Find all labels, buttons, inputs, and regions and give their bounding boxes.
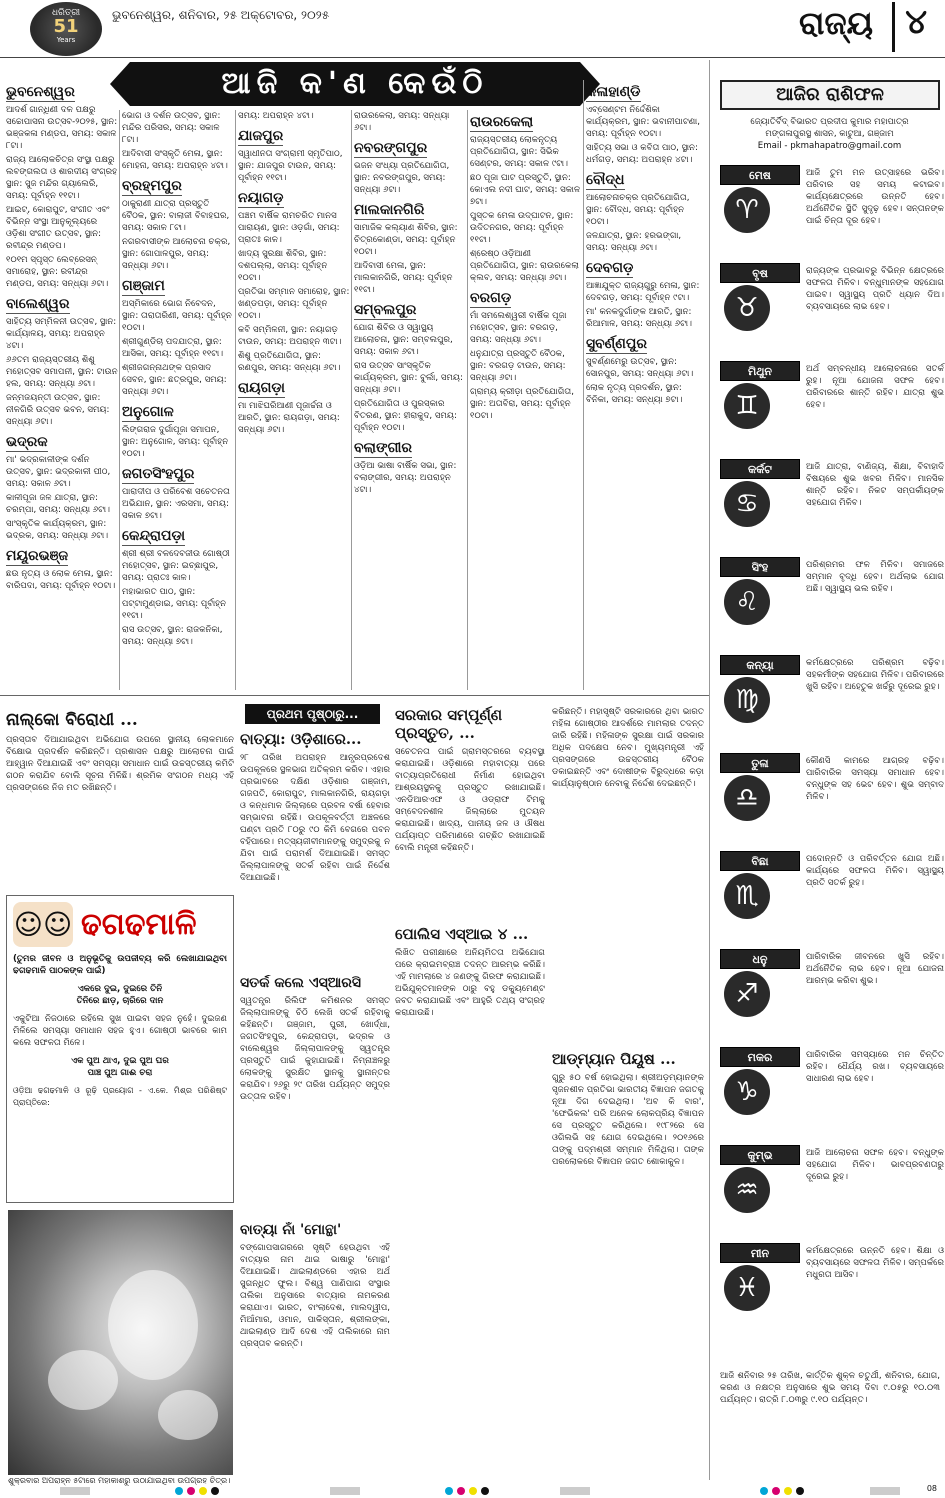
event-listing: ଆଦର୍ଶ ଗାନ୍ଧିଣୀ ଦଳ ପକ୍ଷରୁ ସଚ୍ଚୋପାସନା ଉତ୍ସବ-୨୦୨୫, ସ୍ଥାନ: ଭଞ୍ଜକଳା ମଣ୍ଡପ, ସମୟ: ସକାଳ ୮ଟା। <box>6 105 118 151</box>
event-listing: ଶ୍ରୀଗୁଣ୍ଡିଚା ପଦଯାତ୍ରା, ସ୍ଥାନ: ଆସିକା, ସମୟ: ପୂର୍ବାହ୍ନ ୧୧ଟା। <box>122 337 224 359</box>
zodiac-sign-entry <box>720 1047 945 1107</box>
event-listing: ଯୋଗ ଶିବିର ଓ ସ୍ୱାସ୍ଥ୍ୟ ଆଲୋଚନା, ସ୍ଥାନ: ସମ୍ବଲପୁର, ସମୟ: ସକାଳ ୬ଟା। <box>354 323 453 357</box>
event-listing: ନଗରବାସୀଙ୍କ ଆଲୋଚନା ଚକ୍ର, ସ୍ଥାନ: ଗୋପାଳପୁର, ସମୟ: ସନ୍ଧ୍ୟା ୬ଟା। <box>122 237 231 271</box>
zodiac-sign-name: କର୍କଟ <box>720 459 800 479</box>
zodiac-symbol-icon: ♌ <box>724 579 770 625</box>
event-listing: ଭଜନ ସଂଧ୍ୟା ପ୍ରତିଯୋଗିତା, ସ୍ଥାନ: ନବରଙ୍ଗପୁର, ସମୟ: ସନ୍ଧ୍ୟା ୬ଟା। <box>354 161 450 195</box>
sarkar-article <box>395 706 545 916</box>
yellow-dot <box>784 1487 792 1495</box>
storm-body: ୨୮ ତାରିଖ ଅପରାହ୍ନ ଆନ୍ଧ୍ରପ୍ରଦେଶ ଉପକୂଳରେ ସ୍ଥଳଭାଗ ଅତିକ୍ରମ କରିବ। ଏହାର ପ୍ରଭାବରେ ଦକ୍ଷିଣ ଓଡ଼ିଶାର ଗଞ୍ଜାମ, ଗଜପତି, କୋରାପୁଟ, ମାଲକାନଗିରି, ରାୟଗଡ଼ା ଓ କନ୍ଧମାଳ ଜିଲ୍ଲାରେ ପ୍ରବଳ ବର୍ଷା ହେବାର ସମ୍ଭାବନା ରହିଛି। ଉପକୂଳବର୍ତ୍ତୀ ଅଞ୍ଚଳରେ ଘଣ୍ଟା ପ୍ରତି ୮୦ରୁ ୯୦ କିମି ବେଗରେ ପବନ ବହିପାରେ। ମତ୍ସ୍ୟଜୀବୀମାନଙ୍କୁ ସମୁଦ୍ରକୁ ନ ଯିବା ପାଇଁ ପରାମର୍ଶ ଦିଆଯାଇଛି। ସମସ୍ତ ଜିଲ୍ଲାପାଳଙ୍କୁ ସତର୍କ ରହିବା ପାଇଁ ନିର୍ଦ୍ଦେଶ ଦିଆଯାଇଛି। <box>240 753 390 883</box>
event-listing: ଶିଶୁ ପ୍ରତିଯୋଗିତା, ସ୍ଥାନ: ରଣପୁର, ସମୟ: ସନ୍ଧ୍ୟା ୬ଟା। <box>238 351 341 373</box>
registration-mark <box>60 1487 90 1495</box>
mantha-body: ବଙ୍ଗୋପସାଗରରେ ସୃଷ୍ଟି ହେଉଥିବା ଏହି ବାତ୍ୟାର ନାମ ଥାଇ ଭାଷାରୁ 'ମୋନ୍ଥା' ଦିଆଯାଇଛି। ଥାଇଲାଣ୍ଡରେ ଏହାର ଅର୍ଥ ସୁଗନ୍ଧିତ ଫୁଲ। ବିଶ୍ୱ ପାଣିପାଗ ସଂସ୍ଥାର ତାଲିକା ଅନୁସାରେ ବାତ୍ୟାର ନାମକରଣ କରାଯାଏ। ଭାରତ, ବାଂଲାଦେଶ, ମାଲଦ୍ୱୀପ, ମିଆଁମାର, ଓମାନ, ପାକିସ୍ତାନ, ଶ୍ରୀଲଙ୍କା, ଥାଇଲାଣ୍ଡ ଆଦି ଦେଶ ଏହି ତାଲିକାରେ ନାମ ପ୍ରସ୍ତାବ କରନ୍ତି। <box>240 1243 390 1349</box>
sarkar-body: ସଚେତନତା ପାଇଁ ଗ୍ରାମସ୍ତରରେ ବ୍ୟବସ୍ଥା କରାଯାଇଛି। ଓଡ଼ିଶାରେ ମହାବାତ୍ୟା ପରେ ବାତ୍ୟାପ୍ରତିରୋଧୀ ନିର୍ମାଣ ହୋଇଥିବା ଆଶ୍ରୟସ୍ଥଳକୁ ପ୍ରସ୍ତୁତ ରଖାଯାଇଛି। ଏନଡିଆରଏଫ ଓ ଓଡ୍ରାଫ ଟିମକୁ ସମ୍ବେଦନଶୀଳ ଜିଲ୍ଲାରେ ମୁତୟନ କରାଯାଇଛି। ଖାଦ୍ୟ, ପାନୀୟ ଜଳ ଓ ଔଷଧ ପର୍ଯ୍ୟାପ୍ତ ପରିମାଣରେ ଗଚ୍ଛିତ ରଖାଯାଇଛି ବୋଲି ମନ୍ତ୍ରୀ କହିଛନ୍ତି। <box>395 747 545 853</box>
event-listing: ମା ମାଝିଘରିଆଣୀ ପୂଜାର୍ଚ୍ଚନା ଓ ଆରତି, ସ୍ଥାନ: ରାୟଗଡ଼ା, ସମୟ: ସନ୍ଧ୍ୟା ୬ଟା। <box>238 401 340 435</box>
city-heading: ବୌଦ୍ଧ <box>586 172 625 188</box>
zodiac-symbol-icon: ♉ <box>724 285 770 331</box>
event-listing: ଭୋଗ ଓ ଦର୍ଶନ ଉତ୍ସବ, ସ୍ଥାନ: ମନ୍ଦିର ପରିସର, ସମୟ: ସକାଳ ୮ଟା। <box>122 111 221 145</box>
comic-quote-2: ପାଞ୍ଚ ପୁଅ ଗାଈ ଚରା <box>87 1068 153 1078</box>
event-listing: ଶ୍ରୀ ଶ୍ରୀ ବଳଦେବଜୀଉ ଗୋଷ୍ଠୀ ମହୋତ୍ସବ, ସ୍ଥାନ: ଇଚ୍ଛାପୁର, ସମୟ: ପ୍ରାତଃ କାଳ। <box>122 549 230 583</box>
event-listing: ଲୋକ ନୃତ୍ୟ ପ୍ରଦର୍ଶନ, ସ୍ଥାନ: ବିନିକା, ସମୟ: ସନ୍ଧ୍ୟା ୭ଟା। <box>586 383 683 405</box>
continued-from-front-label: ପ୍ରଥମ ପୃଷ୍ଠାରୁ... <box>245 704 380 724</box>
event-listing: ରାସ ଉତ୍ସବ ସାଂସ୍କୃତିକ କାର୍ଯ୍ୟକ୍ରମ, ସ୍ଥାନ: ବୁର୍ଲା, ସମୟ: ସନ୍ଧ୍ୟା ୬ଟା। <box>354 361 463 395</box>
zodiac-sign-entry <box>720 949 945 1009</box>
event-listing: ଶ୍ରେଷ୍ଠ ଓଡ଼ିଆଣୀ ପ୍ରତିଯୋଗିତା, ସ୍ଥାନ: ରାଉରକେଲା କ୍ଲବ, ସମୟ: ସନ୍ଧ୍ୟା ୬ଟା। <box>470 249 579 283</box>
zodiac-forecast: ରାଜ୍ୟଙ୍କ ପ୍ରଭାବରୁ ବିଭିନ୍ନ କ୍ଷେତ୍ରରେ ସଫଳତା ମିଳିବ। ବନ୍ଧୁମାନଙ୍କ ସହଯୋଗ ପାଇବ। ସ୍ୱାସ୍ଥ୍ୟ ପ୍ରତି ଧ୍ୟାନ ଦିଅ। ବ୍ୟବସାୟରେ ଲାଭ ହେବ। <box>806 266 944 312</box>
event-listing: ଜଳଯାତ୍ରା, ସ୍ଥାନ: ହରଭଙ୍ଗା, ସମୟ: ସନ୍ଧ୍ୟା ୬ଟା। <box>586 231 682 253</box>
event-listing: ଆଦିବାସୀ ମେଳା, ସ୍ଥାନ: ମାଲକାନଗିରି, ସମୟ: ପୂର୍ବାହ୍ନ ୧୧ଟା। <box>354 261 453 295</box>
city-heading: ଗଞ୍ଜାମ <box>122 278 165 294</box>
event-listing: ଜନ୍ମଜୟନ୍ତୀ ଉତ୍ସବ, ସ୍ଥାନ: ନୀଳଗିରି ଉତ୍ସବ ଭବନ, ସମୟ: ସନ୍ଧ୍ୟା ୬ଟା। <box>6 393 110 427</box>
zodiac-sign-entry <box>720 557 945 617</box>
zodiac-symbol-icon: ♑ <box>724 1069 770 1115</box>
event-listing: ମାଁ ସମଲେଶ୍ୱରୀ ବାର୍ଷିକ ପୂଜା ମହୋତ୍ସବ, ସ୍ଥାନ: ବରଗଡ଼, ସମୟ: ସନ୍ଧ୍ୟା ୬ଟା। <box>470 311 567 345</box>
city-heading: ବରଗଡ଼ <box>470 290 512 306</box>
black-dot <box>796 1487 804 1495</box>
zodiac-sign-name: ମେଷ <box>720 165 800 185</box>
event-listing: କାଳୀପୂଜା ଜଳ ଯାତ୍ରା, ସ୍ଥାନ: ଚରମ୍ପା, ସମୟ: ସନ୍ଧ୍ୟା ୬ଟା। <box>6 493 110 515</box>
event-listing: ମା' ଭଦ୍ରକାଳୀଙ୍କ ଦର୍ଶନ ଉତ୍ସବ, ସ୍ଥାନ: ଭଦ୍ରକାଳୀ ପୀଠ, ସମୟ: ସକାଳ ୬ଟା। <box>6 455 111 489</box>
zodiac-sign-name: ବିଛା <box>720 851 800 871</box>
storm-article <box>240 730 390 965</box>
zodiac-forecast: କୌଣସି କାମରେ ଆଗ୍ରହ ବଢ଼ିବ। ପାରିବାରିକ ସମସ୍ୟା ସମାଧାନ ହେବ। ବନ୍ଧୁଙ୍କ ସହ ଭେଟ ହେବ। ଶୁଭ ସମ୍ବାଦ ମିଳିବ। <box>806 756 944 802</box>
astrologer-email: Email - pkmahapatro@gmail.com <box>757 141 902 151</box>
rashiphal-title: ଆଜିର ରାଶିଫଳ <box>720 80 940 110</box>
astrologer-name: ଜ୍ୟୋତିର୍ବିଦ୍ ବିଭାରତ ପ୍ରଦୀପ କୁମାର ମହାପାତ୍ର <box>750 117 909 127</box>
comic-line-1: ଏକରେ ଦୁଇ, ଦୁଇରେ ତିନି <box>77 984 163 994</box>
registration-mark <box>870 1487 900 1495</box>
section-divider <box>0 695 709 696</box>
magenta-dot <box>457 1487 465 1495</box>
event-listing: ରାଜ୍ୟସ୍ତରୀୟ ଲୋକନୃତ୍ୟ ପ୍ରତିଯୋଗିତା, ସ୍ଥାନ: ସିଭିକ ସେଣ୍ଟର, ସମୟ: ସକାଳ ୯ଟା। <box>470 135 568 169</box>
event-listing: ୬୬ତମ ରାଜ୍ୟସ୍ତରୀୟ ଶିଶୁ ମହୋତ୍ସବ ସମାପନୀ, ସ୍ଥାନ: ଟାଉନ ହଲ, ସମୟ: ସନ୍ଧ୍ୟା ୬ଟା। <box>6 355 118 389</box>
column-divider <box>583 80 584 690</box>
events-column-4 <box>354 110 466 690</box>
adman-headline: ଆଡ୍‌ମ୍ୟାନ ପିୟୂଷ ... <box>552 1050 676 1068</box>
zodiac-symbol-icon: ♒ <box>724 1167 770 1213</box>
zodiac-sign-name: କନ୍ୟା <box>720 655 800 675</box>
event-listing: ଛଠ ପୂଜା ଘାଟ ପ୍ରସ୍ତୁତି, ସ୍ଥାନ: କୋଏଲ ନଦୀ ଘାଟ, ସମୟ: ସକାଳ ୭ଟା। <box>470 173 581 207</box>
satark-headline: ସତର୍କ କଲେ ଏସ୍‌ଆରସି <box>240 975 362 991</box>
magenta-dot <box>187 1487 195 1495</box>
zodiac-sign-name: ମୀନ <box>720 1243 800 1263</box>
storm-headline: ବାତ୍ୟା: ଓଡ଼ିଶାରେ... <box>240 730 362 748</box>
event-listing: ପ୍ରତିଯୋଗିତା ଓ ପୁରସ୍କାର ବିତରଣ, ସ୍ଥାନ: ହୀରାକୁଦ, ସମୟ: ପୂର୍ବାହ୍ନ ୧୦ଟା। <box>354 399 457 433</box>
event-listing: ଖାଦ୍ୟ ସୁରକ୍ଷା ଶିବିର, ସ୍ଥାନ: ଦଶପଲ୍ଲା, ସମୟ: ପୂର୍ବାହ୍ନ ୧୦ଟା। <box>238 249 328 283</box>
event-listing: ଶ୍ରୀଜଗନ୍ନାଥଙ୍କ ପ୍ରସାଦ ସେବନ, ସ୍ଥାନ: ଛତ୍ରପୁର, ସମୟ: ସନ୍ଧ୍ୟା ୬ଟା। <box>122 363 227 397</box>
event-listing: ରାଉରକେଲା, ସମୟ: ସନ୍ଧ୍ୟା ୬ଟା। <box>354 111 450 133</box>
police-headline: ପୋଲିସ ଏସ୍‌ଆଇ ୪ ... <box>395 925 529 943</box>
city-heading: ବ୍ରହ୍ମପୁର <box>122 178 182 194</box>
zodiac-sign-entry <box>720 655 945 715</box>
zodiac-forecast: ପଦୋନ୍ନତି ଓ ପରିବର୍ତ୍ତନ ଯୋଗ ଅଛି। କାର୍ଯ୍ୟରେ ସଫଳତା ମିଳିବ। ସ୍ୱାସ୍ଥ୍ୟ ପ୍ରତି ସତର୍କ ରୁହ। <box>806 854 944 888</box>
city-heading: ମୟୂରଭଞ୍ଜ <box>6 548 69 564</box>
city-heading: ଭୁବନେଶ୍ୱର <box>6 84 75 100</box>
zodiac-sign-name: ଧନୁ <box>720 949 800 969</box>
column-divider <box>119 110 120 690</box>
zodiac-symbol-icon: ♋ <box>724 481 770 527</box>
event-listing: ରାଜ୍ୟ ଆଲୋକଚିତ୍ର ସଂସ୍ଥା ପକ୍ଷରୁ ଲବଙ୍ଗଲତା ଓ ଶାରଦୀୟ ସଂଗ୍ରହ ସ୍ଥାନ: ସୁଜ ମନ୍ଦିର ଗ୍ୟାଲେରି, ସମୟ: ପୂର୍ବାହ୍ନ ୧୧ଟା। <box>6 155 118 201</box>
mahila-body: କରିଛନ୍ତି। ମହାସୃଷ୍ଟି ସରକାରରେ ଥିବା ଭାରତ ମହିଳା ଗୋଷ୍ଠୀର ଆଦର୍ଶରେ ମାମଲାର ତଦନ୍ତ ଜାରି ରହିଛି। ମହିଳାଙ୍କ ସୁରକ୍ଷା ପାଇଁ ସରକାର ଅଧିକ ପଦକ୍ଷେପ ନେବ। ମୁଖ୍ୟମନ୍ତ୍ରୀ ଏହି ପ୍ରସଙ୍ଗରେ ଉଚ୍ଚସ୍ତରୀୟ ବୈଠକ ଡକାଇଛନ୍ତି ଏବଂ ଦୋଷୀଙ୍କ ବିରୁଦ୍ଧରେ କଡ଼ା କାର୍ଯ୍ୟାନୁଷ୍ଠାନ ନେବାକୁ ନିର୍ଦ୍ଦେଶ ଦେଇଛନ୍ତି। <box>552 707 704 789</box>
comic-subtitle: (ତୁମର ଜୀବନ ଓ ଅନୁଭୂତିକୁ ଉପଜୀବ୍ୟ କରି ଲେଖାଯାଇଥିବା ଢଗଢମାଳି ପାଠକଙ୍କ ପାଇଁ) <box>13 954 227 976</box>
zodiac-sign-entry <box>720 1243 945 1303</box>
section-title: ରାଜ୍ୟ <box>799 4 873 42</box>
zodiac-forecast: ଆଜି ତୁମ ମନ ଉତ୍ସାହରେ ଭରିବ। ପରିବାର ସହ ସମୟ କଟାଇବ। କାର୍ଯ୍ୟକ୍ଷେତ୍ରରେ ଉନ୍ନତି ହେବ। ଅର୍ଥନୈତିକ ସ୍ଥିତି ସୁଦୃଢ଼ ହେବ। ସନ୍ତାନଙ୍କ ପାଇଁ ଚିନ୍ତା ଦୂର ହେବ। <box>806 168 944 226</box>
zodiac-forecast: ପାରିବାରିକ ସମସ୍ୟାରେ ମନ ଚିନ୍ତିତ ରହିବ। ଧୈର୍ଯ୍ୟ ରଖ। ବ୍ୟବସାୟରେ ସାଧାରଣ ଲାଭ ହେବ। <box>806 1050 944 1084</box>
zodiac-symbol-icon: ♈ <box>724 187 770 233</box>
event-listing: ପାରାଦୀପ ଓ ପରିବେଶ ସଚେତନତା ଅଭିଯାନ, ସ୍ଥାନ: ଏରସମା, ସମୟ: ସକାଳ ୭ଟା। <box>122 487 230 521</box>
city-heading: କେନ୍ଦ୍ରାପଡ଼ା <box>122 528 186 544</box>
event-listing: ୧୦୧ମ ସ୍ପୃସ୍ତ ଲେବ୍ରେସନ୍ ସମାରୋହ, ସ୍ଥାନ: ରବୀନ୍ଦ୍ର ମଣ୍ଡପ, ସମୟ: ସନ୍ଧ୍ୟା ୬ଟା। <box>6 255 109 289</box>
events-column-3 <box>238 110 350 690</box>
city-heading: ନବରଙ୍ଗପୁର <box>354 140 428 156</box>
city-heading: ସମ୍ବଲପୁର <box>354 302 417 318</box>
rashi-divider <box>709 60 710 1480</box>
column-divider <box>467 110 468 690</box>
event-listing: ଧନୁଯାତ୍ରା ପ୍ରସ୍ତୁତି ବୈଠକ, ସ୍ଥାନ: ବରଗଡ଼ ଟାଉନ, ସମୟ: ସନ୍ଧ୍ୟା ୬ଟା। <box>470 349 566 383</box>
zodiac-forecast: ଆଜି ଆଲୋଚନା ସଫଳ ହେବ। ବନ୍ଧୁଙ୍କ ସହଯୋଗ ମିଳିବ। ଭାବପ୍ରବଣତାରୁ ଦୂରେଇ ରୁହ। <box>806 1148 944 1182</box>
zodiac-forecast: ଅର୍ଥ ସମ୍ବନ୍ଧୀୟ ଆଲୋଚନାରେ ସତର୍କ ରୁହ। ନୂଆ ଯୋଜନା ସଫଳ ହେବ। ପରିବାରରେ ଶାନ୍ତି ରହିବ। ଯାତ୍ରା ଶୁଭ ହେବ। <box>806 364 944 410</box>
nalco-headline: ନାଲ୍‌କୋ ବିରୋଧୀ ... <box>6 710 138 730</box>
event-listing: ଏବ୍‌ସେଣ୍ଟମ ନିର୍ଦ୍ଦେଶିକା କାର୍ଯ୍ୟକ୍ରମ, ସ୍ଥାନ: ଭବାନୀପାଟଣା, ସମୟ: ପୂର୍ବାହ୍ନ ୧୦ଟା। <box>586 105 700 139</box>
event-listing: କବି ସମ୍ମିଳନୀ, ସ୍ଥାନ: ନୟାଗଡ଼ ଟାଉନ, ସମୟ: ଅପରାହ୍ନ ୩ଟା। <box>238 325 342 347</box>
sarkar-headline: ସରକାର ସମ୍ପୂର୍ଣ୍ଣ ପ୍ରସ୍ତୁତ, ... <box>395 706 503 742</box>
events-column-2 <box>122 110 234 690</box>
comic-title: ଢଗଢମାଳି <box>81 907 197 942</box>
page-code: 08 <box>926 1484 937 1493</box>
cyan-dot <box>760 1487 768 1495</box>
event-listing: ଅସ୍ମିକାରେ ଭୋଗ ନିବେଦନ, ସ୍ଥାନ: ତାରାତାରିଣୀ, ସମୟ: ପୂର୍ବାହ୍ନ ୧୦ଟା। <box>122 299 232 333</box>
city-heading: ଦେବଗଡ଼ <box>586 260 634 276</box>
zodiac-sign-name: ମକର <box>720 1047 800 1067</box>
zodiac-symbol-icon: ♓ <box>724 1265 770 1311</box>
city-heading: ଭଦ୍ରକ <box>6 434 48 450</box>
event-listing: ପୁସ୍ତକ ମେଳା ଉଦ୍‌ଘାଟନ, ସ୍ଥାନ: ଉଦିତନଗର, ସମୟ: ପୂର୍ବାହ୍ନ ୧୧ଟା। <box>470 211 574 245</box>
events-column-1 <box>6 80 118 690</box>
city-heading: ବଲାଙ୍ଗୀର <box>354 440 412 456</box>
city-heading: ଅନୁଗୋଳ <box>122 404 174 420</box>
police-body: ଲିଖିତ ପରୀକ୍ଷାରେ ଅନିୟମିତତା ଅଭିଯୋଗ ପରେ କ୍ରାଇମବ୍ରାଞ୍ଚ ତଦନ୍ତ ଆରମ୍ଭ କରିଛି। ଏହି ମାମଲାରେ ୪ ଜଣଙ୍କୁ ଗିରଫ କରାଯାଇଛି। ଅଭିଯୁକ୍ତମାନଙ୍କ ଠାରୁ ବହୁ ଡକ୍ୟୁମେଣ୍ଟ ଜବତ କରାଯାଇଛି ଏବଂ ଆହୁରି ତଥ୍ୟ ସଂଗ୍ରହ କରାଯାଉଛି। <box>395 948 545 1018</box>
event-listing: ଗ୍ରାମ୍ୟ କ୍ରୀଡ଼ା ପ୍ରତିଯୋଗିତା, ସ୍ଥାନ: ଅତାବିରା, ସମୟ: ପୂର୍ବାହ୍ନ ୧୦ଟା। <box>470 387 574 421</box>
city-heading: କଳାହାଣ୍ଡି <box>586 84 641 100</box>
zodiac-symbol-icon: ♊ <box>724 383 770 429</box>
event-listing: ସୁବର୍ଣ୍ଣମେରୁ ଉତ୍ସବ, ସ୍ଥାନ: ସୋନପୁର, ସମୟ: ସନ୍ଧ୍ୟା ୬ଟା। <box>586 357 694 379</box>
city-heading: ରାଉରକେଲା <box>470 114 534 130</box>
mantha-article <box>240 1222 390 1477</box>
column-divider <box>351 110 352 690</box>
zodiac-sign-entry <box>720 263 945 323</box>
black-dot <box>211 1487 219 1495</box>
zodiac-sign-entry <box>720 753 945 813</box>
zodiac-sign-name: ତୁଳା <box>720 753 800 773</box>
event-listing: ଆଇଟ୍, କୋରାପୁଟ, ସଂଗୀତ ଏବଂ ବିଭିନ୍ନ ସଂସ୍ଥା ଆନୁକୂଲ୍ୟରେ ଓଡ଼ିଶା ସଂଗୀତ ଉତ୍ସବ, ସ୍ଥାନ: ରବୀନ୍ଦ୍ର ମଣ୍ଡପ। <box>6 205 110 251</box>
registration-mark <box>560 1487 590 1495</box>
event-listing: ଆଦିବାସୀ ସଂସ୍କୃତି ମେଳା, ସ୍ଥାନ: ମୋହନା, ସମୟ: ଅପରାହ୍ନ ୪ଟା। <box>122 149 228 171</box>
city-heading: ସୁବର୍ଣ୍ଣପୁର <box>586 336 647 352</box>
events-column-5 <box>470 110 582 690</box>
yellow-dot <box>199 1487 207 1495</box>
column-divider <box>235 110 236 690</box>
event-listing: ରାସ ଉତ୍ସବ, ସ୍ଥାନ: ରାଜକନିକା, ସମୟ: ସନ୍ଧ୍ୟା ୭ଟା। <box>122 625 223 647</box>
cyan-dot <box>445 1487 453 1495</box>
event-listing: ସମୟ: ଅପରାହ୍ନ ୪ଟା। <box>238 111 314 121</box>
nalco-article <box>6 710 234 890</box>
event-listing: ଛଉ ନୃତ୍ୟ ଓ ଲୋକ ମେଳା, ସ୍ଥାନ: ବାରିପଦା, ସମୟ: ପୂର୍ବାହ୍ନ ୧୦ଟା। <box>6 569 116 591</box>
event-listing: ମା' କନକଦୁର୍ଗାଙ୍କ ଆରତି, ସ୍ଥାନ: ରିଆମାଳ, ସମୟ: ସନ୍ଧ୍ୟା ୬ଟା। <box>586 307 692 329</box>
zodiac-forecast: ପରିଶ୍ରମର ଫଳ ମିଳିବ। ସମାଜରେ ସମ୍ମାନ ବୃଦ୍ଧି ହେବ। ଅର୍ଥଲାଭ ଯୋଗ ଅଛି। ସ୍ୱାସ୍ଥ୍ୟ ଭଲ ରହିବ। <box>806 560 944 594</box>
rashiphal-panel <box>714 80 945 1480</box>
zodiac-forecast: କର୍ମକ୍ଷେତ୍ରରେ ଉନ୍ନତି ହେବ। ଶିକ୍ଷା ଓ ବ୍ୟବସାୟରେ ସଫଳତା ମିଳିବ। ସମ୍ପର୍କରେ ମଧୁରତା ଆସିବ। <box>806 1246 944 1280</box>
adman-article <box>552 1050 704 1475</box>
city-heading: ଯାଜପୁର <box>238 128 284 144</box>
cloud-mass <box>108 1270 198 1380</box>
dateline: ଭୁବନେଶ୍ୱର, ଶନିବାର, ୨୫ ଅକ୍ଟୋବର, ୨୦୨୫ <box>112 8 330 22</box>
cyan-dot <box>175 1487 183 1495</box>
mahila-article <box>552 706 704 1046</box>
satark-article <box>240 975 390 1215</box>
event-listing: ପ୍ରତିଭା ସମ୍ମାନ ସମାରୋହ, ସ୍ଥାନ: ଖଣ୍ଡପଡ଼ା, ସମୟ: ପୂର୍ବାହ୍ନ ୧୦ଟା। <box>238 287 350 321</box>
registration-mark <box>330 1487 360 1495</box>
event-listing: ସାହିତ୍ୟ ସମ୍ମିଳନୀ ଉତ୍ସବ, ସ୍ଥାନ: କାର୍ଯ୍ୟାଳୟ, ସମୟ: ଅପରାହ୍ନ ୪ଟା। <box>6 317 117 351</box>
event-listing: ଠାକୁରାଣୀ ଯାତ୍ରା ପ୍ରସ୍ତୁତି ବୈଠକ, ସ୍ଥାନ: ବାଲାଜୀ ବିବାହଘର, ସମୟ: ସକାଳ ୮ଟା। <box>122 199 230 233</box>
city-heading: ଜଗତସିଂହପୁର <box>122 466 195 482</box>
events-banner: ଆଜି କ'ଣ କେଉଁଠି <box>130 62 580 106</box>
badge-brand: ଧରିତ୍ରୀ <box>51 8 81 18</box>
nalco-body: ପ୍ରସ୍ତାବ ଦିଆଯାଇଥିବା ଅଭିଯୋଗ ଉପରେ ସ୍ଥାନୀୟ ଲୋକମାନେ ବିକ୍ଷୋଭ ପ୍ରଦର୍ଶନ କରିଛନ୍ତି। ପ୍ରଶାସନ ପକ୍ଷରୁ ଆଲୋଚନା ପାଇଁ ଆହ୍ୱାନ ଦିଆଯାଇଛି ଏବଂ ସମସ୍ୟା ସମାଧାନ ପାଇଁ ଉଚ୍ଚସ୍ତରୀୟ କମିଟି ଗଠନ କରାଯିବ ବୋଲି ସୂଚନା ମିଳିଛି। ଶ୍ରମିକ ସଂଗଠନ ମଧ୍ୟ ଏହି ପ୍ରସଙ୍ଗରେ ନିଜ ମତ ରଖିଛନ୍ତି। <box>6 735 234 793</box>
zodiac-symbol-icon: ♐ <box>724 971 770 1017</box>
zodiac-sign-entry <box>720 459 945 519</box>
event-listing: ପଞ୍ଚମ ବାର୍ଷିକ ରାମଚରିତ ମାନସ ପାରାୟଣ, ସ୍ଥାନ: ଓଡ଼ଗାଁ, ସମୟ: ପ୍ରାତଃ କାଳ। <box>238 211 340 245</box>
cloud-mass <box>158 1390 218 1440</box>
magenta-dot <box>772 1487 780 1495</box>
cloud-mass <box>48 1350 118 1410</box>
zodiac-symbol-icon: ♎ <box>724 775 770 821</box>
zodiac-sign-entry <box>720 361 945 421</box>
event-listing: ସାହିତ୍ୟ ସଭା ଓ କବିତା ପାଠ, ସ୍ଥାନ: ଧର୍ମଗଡ଼, ସମୟ: ଅପରାହ୍ନ ୪ଟା। <box>586 143 698 165</box>
police-article <box>395 925 545 1215</box>
zodiac-sign-name: ମିଥୁନ <box>720 361 800 381</box>
zodiac-symbol-icon: ♍ <box>724 677 770 723</box>
city-heading: ନୟାଗଡ଼ <box>238 190 284 206</box>
zodiac-sign-name: ସିଂହ <box>720 557 800 577</box>
event-listing: ଆଲୋଚନାଚକ୍ର ପ୍ରତିଯୋଗିତା, ସ୍ଥାନ: ବୌଦ୍ଧ, ସମୟ: ପୂର୍ବାହ୍ନ ୧୦ଟା। <box>586 193 690 227</box>
zodiac-sign-name: ବୃଷ <box>720 263 800 283</box>
city-heading: ରାୟଗଡ଼ା <box>238 380 285 396</box>
city-heading: ମାଲକାନଗିରି <box>354 202 425 218</box>
event-listing: ଆଜ୍ଞାଯୁକ୍ତ ରାଜ୍ୟଗୁରୁ ମେଳା, ସ୍ଥାନ: ଦେବଗଡ଼, ସମୟ: ପୂର୍ବାହ୍ନ ୯ଟା। <box>586 281 700 303</box>
page-number: ୪ <box>892 2 927 52</box>
comic-body: ଏକୁଟିଆ ନିଜଠାରେ ରହିଲେ ସୁଖ ପାଇବା ସହଜ ନୁହେଁ। ଦୁଇଜଣ ମିଳିଲେ ସମସ୍ୟା ସମାଧାନ ସହଜ ହୁଏ। ଗୋଷ୍ଠୀ ଭାବରେ କାମ କଲେ ସଫଳତା ମିଳେ। <box>13 1014 227 1048</box>
zodiac-forecast: ଆଜି ଯାତ୍ରା, ବାଣିଜ୍ୟ, ଶିକ୍ଷା, ବିବାହାଦି ବିଷୟରେ ଶୁଭ ଖବର ମିଳିବ। ମାନସିକ ଶାନ୍ତି ରହିବ। ନିକଟ ସମ୍ପର୍କୀୟଙ୍କ ସହଯୋଗ ମିଳିବ। <box>806 462 944 508</box>
zodiac-sign-entry <box>720 851 945 911</box>
zodiac-symbol-icon: ♏ <box>724 873 770 919</box>
comic-line-2: ତିନିରେ ଛାଡ଼, ଚାରିରେ ଦାନ <box>76 996 164 1006</box>
dhagadhamali-box <box>6 895 234 1203</box>
city-heading: ବାଲେଶ୍ୱର <box>6 296 70 312</box>
badge-years: Years <box>56 36 76 44</box>
print-registration-bar <box>0 1484 945 1498</box>
satellite-caption: ଶୁକ୍ରବାର ଅପରାହ୍ନ ୫ଟାରେ ମହାକାଶରୁ ଉଠାଯାଇଥିବା ଉପଗ୍ରହ ଚିତ୍ର। <box>8 1476 231 1485</box>
zodiac-forecast: କର୍ମକ୍ଷେତ୍ରରେ ପରିଶ୍ରମ ବଢ଼ିବ। ସହକର୍ମୀଙ୍କ ସହଯୋଗ ମିଳିବ। ପରିବାରରେ ଖୁସି ରହିବ। ଅହେତୁକ ଖର୍ଚ୍ଚରୁ ଦୂରେଇ ରୁହ। <box>806 658 944 692</box>
badge-number: 51 <box>53 16 79 37</box>
event-listing: ସାଂସ୍କୃତିକ କାର୍ଯ୍ୟକ୍ରମ, ସ୍ଥାନ: ଭଦ୍ରକ, ସମୟ: ସନ୍ଧ୍ୟା ୬ଟା। <box>6 519 109 541</box>
panji-text: ଆଜି ଶନିବାର ୨୫ ତାରିଖ, କାର୍ତ୍ତିକ ଶୁକ୍ଳ ଚତୁର୍ଥୀ, ଶନିବାର, ଯୋଗ, କରଣ ଓ ନକ୍ଷତ୍ର ଅନୁସାରେ ଶୁଭ ସମୟ ଦିବା ୯.୦୫ରୁ ୧୦.୦୩ ପର୍ଯ୍ୟନ୍ତ। ରାତ୍ରି ୮.୦୩ରୁ ୯.୧୦ ପର୍ଯ୍ୟନ୍ତ। <box>720 1371 940 1405</box>
comic-quote-1: ଏକ ପୁଅ ଥାଏ, ଦୁଇ ପୁଅ ଘର <box>71 1056 169 1066</box>
events-column-6 <box>586 80 704 690</box>
astrologer-address: ମଙ୍ଗଳାପୁରସ୍ଥ ଶାସନ, କାଟୁଆ, ଗଞ୍ଜାମ <box>765 129 894 139</box>
zodiac-sign-entry <box>720 165 945 226</box>
page-header <box>0 0 945 58</box>
adman-body: ଗୁରୁ ୫୦ ବର୍ଷ ହୋଇଥିଲା। ଶ୍ରୀଅଡ଼ମ୍ୟାନଙ୍କ ସୃଜନଶୀଳ ପ୍ରତିଭା ଭାରତୀୟ ବିଜ୍ଞାପନ ଜଗତକୁ ନୂଆ ଦିଗ ଦେଇଥିଲା। 'ଅବ କି ବାର', 'ଫେଭିକଲ' ପରି ଅନେକ ଲୋକପ୍ରିୟ ବିଜ୍ଞାପନ ସେ ପ୍ରସ୍ତୁତ କରିଥିଲେ। ୧୯୮୨ରେ ସେ ଓଗିଲଭି ସହ ଯୋଗ ଦେଇଥିଲେ। ୨୦୧୬ରେ ତାଙ୍କୁ ପଦ୍ମଶ୍ରୀ ସମ୍ମାନ ମିଳିଥିଲା। ତାଙ୍କ ପରଲୋକରେ ବିଜ୍ଞାପନ ଜଗତ ଶୋକାକୁଳ। <box>552 1073 704 1167</box>
zodiac-sign-entry <box>720 1145 945 1205</box>
black-dot <box>481 1487 489 1495</box>
anniversary-badge <box>30 2 102 56</box>
event-listing: ସାମାଜିକ କଲ୍ୟାଣ ଶିବିର, ସ୍ଥାନ: ଚିତ୍ରକୋଣ୍ଡା, ସମୟ: ପୂର୍ବାହ୍ନ ୧୦ଟା। <box>354 223 458 257</box>
zodiac-forecast: ପାରିବାରିକ ଜୀବନରେ ଖୁସି ରହିବ। ଅର୍ଥନୈତିକ ଲାଭ ହେବ। ନୂଆ ଯୋଜନା ଆରମ୍ଭ କରିବା ଶୁଭ। <box>806 952 944 986</box>
satellite-image <box>8 1210 233 1475</box>
zodiac-sign-name: କୁମ୍ଭ <box>720 1145 800 1165</box>
event-listing: ଓଡ଼ିଆ ଭାଷା ବାର୍ଷିକ ସଭା, ସ୍ଥାନ: ବଲାଙ୍ଗୀର, ସମୟ: ଅପରାହ୍ନ ୪ଟା। <box>354 461 457 495</box>
cartoon-faces-icon: ☺☺ <box>13 902 73 947</box>
yellow-dot <box>469 1487 477 1495</box>
event-listing: ଲିଙ୍ଗରାଜ ଦୁର୍ଗାପୂଜା ସମାପନ, ସ୍ଥାନ: ଅନୁଗୋଳ, ସମୟ: ପୂର୍ବାହ୍ନ ୧୦ଟା। <box>122 425 229 459</box>
event-listing: ମହାଭାରତ ପାଠ, ସ୍ଥାନ: ପଟ୍ଟାମୁଣ୍ଡାଇ, ସମୟ: ପୂର୍ବାହ୍ନ ୧୧ଟା। <box>122 587 227 621</box>
comic-footer: ଓଡ଼ିଆ ଢଗଢମାଳି ଓ ରୂଢ଼ି ପ୍ରୟୋଗ - ଏ.କେ. ମିଶ୍ର ପରିଶିଷ୍ଟ ପ୍ରାପ୍ତିରେ: <box>13 1086 227 1107</box>
mantha-headline: ବାତ୍ୟା ନାଁ 'ମୋନ୍ଥା' <box>240 1222 342 1238</box>
event-listing: ସ୍ୱାଧୀନତା ସଂଗ୍ରାମୀ ସ୍ମୃତିପାଠ, ସ୍ଥାନ: ଯାଜପୁର ଟାଉନ, ସମୟ: ପୂର୍ବାହ୍ନ ୧୧ଟା। <box>238 149 343 183</box>
satark-body: ସ୍ୱତନ୍ତ୍ର ରିଲିଫ କମିଶନର ସମସ୍ତ ଜିଲ୍ଲାପାଳଙ୍କୁ ଚିଠି ଲେଖି ସତର୍କ ରହିବାକୁ କହିଛନ୍ତି। ଗଞ୍ଜାମ, ପୁରୀ, ଖୋର୍ଦ୍ଧା, ଜଗତସିଂହପୁର, କେନ୍ଦ୍ରାପଡ଼ା, ଭଦ୍ରକ ଓ ବାଲେଶ୍ୱର ଜିଲ୍ଲାପାଳଙ୍କୁ ସ୍ୱତନ୍ତ୍ର ପ୍ରସ୍ତୁତି ପାଇଁ କୁହାଯାଇଛି। ନିମ୍ନାଞ୍ଚଳରୁ ଲୋକଙ୍କୁ ସୁରକ୍ଷିତ ସ୍ଥାନକୁ ସ୍ଥାନାନ୍ତର କରାଯିବ। ୨୬ରୁ ୨୯ ତାରିଖ ପର୍ଯ୍ୟନ୍ତ ସମୁଦ୍ର ଉତ୍ତାଳ ରହିବ। <box>240 996 390 1102</box>
